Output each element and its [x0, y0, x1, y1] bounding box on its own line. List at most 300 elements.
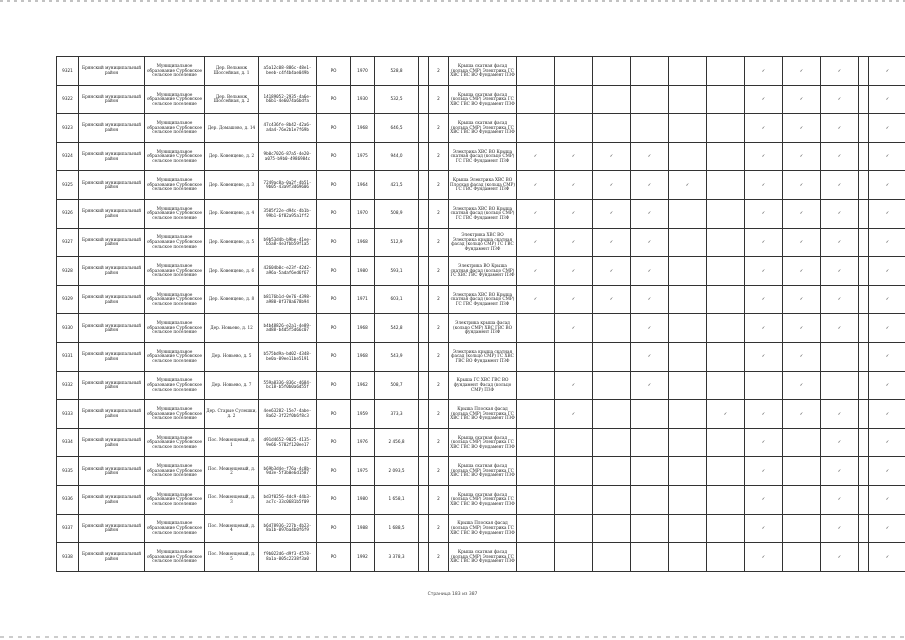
row-number: 9330: [57, 314, 79, 343]
check-mark-icon: ✓: [869, 457, 905, 486]
year-cell: 1988: [351, 514, 375, 543]
empty-check-cell: [859, 428, 869, 457]
empty-check-cell: [669, 485, 707, 514]
empty-check-cell: [669, 514, 707, 543]
settlement-cell: Муниципальное образование Сурбовское сельское поселение: [145, 171, 205, 200]
fund-cell: РО: [317, 457, 351, 486]
check-mark-icon: ✓: [631, 342, 669, 371]
fund-cell: РО: [317, 342, 351, 371]
check-mark-icon: ✓: [745, 57, 783, 86]
table-row: [57, 428, 905, 457]
check-mark-icon: ✓: [783, 314, 821, 343]
year-cell: 1964: [351, 171, 375, 200]
building-uid-cell: 9b0c7026-87a5-4e20-a075-b9b0-4986984c: [259, 142, 317, 171]
empty-check-cell: [707, 142, 745, 171]
check-mark-icon: ✓: [593, 257, 631, 286]
settlement-cell: Муниципальное образование Сурбовское сельское поселение: [145, 114, 205, 143]
empty-check-cell: [517, 114, 555, 143]
check-mark-icon: ✓: [517, 257, 555, 286]
row-number: 9324: [57, 142, 79, 171]
check-mark-icon: ✓: [745, 114, 783, 143]
check-mark-icon: ✓: [821, 57, 859, 86]
empty-cell: [419, 457, 429, 486]
check-mark-icon: ✓: [869, 485, 905, 514]
address-cell: Дер. Новьево, д. 5: [205, 342, 259, 371]
settlement-cell: Муниципальное образование Сурбовское сельское поселение: [145, 514, 205, 543]
row-number: 9337: [57, 514, 79, 543]
check-mark-icon: ✓: [631, 142, 669, 171]
check-mark-icon: ✓: [593, 199, 631, 228]
year-cell: 1992: [351, 543, 375, 572]
check-mark-icon: ✓: [783, 257, 821, 286]
year-cell: 1962: [351, 371, 375, 400]
empty-check-cell: [859, 171, 869, 200]
empty-check-cell: [555, 428, 593, 457]
check-mark-icon: ✓: [821, 314, 859, 343]
check-mark-icon: ✓: [821, 457, 859, 486]
check-mark-icon: ✓: [869, 314, 905, 343]
scan-edge-top: [0, 0, 905, 2]
empty-check-cell: [669, 428, 707, 457]
check-mark-icon: ✓: [783, 199, 821, 228]
works-cell: Крыша скатная фасад (кольца СМР) Электрика ГС ХВС ГВС ВО Фундамент ПЗФ: [449, 457, 517, 486]
check-mark-icon: ✓: [745, 285, 783, 314]
empty-check-cell: [859, 114, 869, 143]
empty-cell: [419, 314, 429, 343]
area-cell: 542,8: [375, 314, 419, 343]
empty-check-cell: [859, 199, 869, 228]
address-cell: Дер. Ковенцево, д. 8: [205, 285, 259, 314]
empty-check-cell: [669, 85, 707, 114]
register-body: [57, 57, 905, 572]
check-mark-icon: ✓: [783, 228, 821, 257]
check-mark-icon: ✓: [821, 199, 859, 228]
empty-check-cell: [707, 428, 745, 457]
empty-check-cell: [555, 85, 593, 114]
check-mark-icon: ✓: [517, 171, 555, 200]
empty-cell: [419, 543, 429, 572]
register-table: [56, 56, 905, 572]
address-cell: Пос. Меженцевый, д. 1: [205, 428, 259, 457]
empty-check-cell: [555, 514, 593, 543]
table-row: [57, 285, 905, 314]
check-mark-icon: ✓: [555, 257, 593, 286]
empty-check-cell: [517, 428, 555, 457]
empty-check-cell: [593, 57, 631, 86]
building-uid-cell: 3505f22e-d94c-4b1b-99b1-6f82a95a1ff2: [259, 199, 317, 228]
address-cell: Дер. Ковенцево, д. 5: [205, 228, 259, 257]
floors-cell: 2: [429, 342, 449, 371]
works-cell: Крыша скатная фасад (кольца СМР) Электрика ГС ХВС ГВС ВО Фундамент ПЗФ: [449, 428, 517, 457]
check-mark-icon: ✓: [869, 514, 905, 543]
area-cell: 944,0: [375, 142, 419, 171]
building-uid-cell: 4ee63282-15e7-4abe-8a62-3f22f0b6f8c3: [259, 400, 317, 429]
table-row: [57, 314, 905, 343]
empty-check-cell: [593, 114, 631, 143]
settlement-cell: Муниципальное образование Сурбовское сельское поселение: [145, 285, 205, 314]
area-cell: 528,8: [375, 57, 419, 86]
scan-edge-bottom: [0, 636, 905, 638]
check-mark-icon: ✓: [517, 142, 555, 171]
check-mark-icon: ✓: [517, 199, 555, 228]
table-row: [57, 371, 905, 400]
table-row: [57, 543, 905, 572]
area-cell: 1 658,1: [375, 485, 419, 514]
fund-cell: РО: [317, 285, 351, 314]
district-cell: Брянский муниципальный район: [79, 400, 145, 429]
address-cell: Пос. Меженцевый, д. 3: [205, 485, 259, 514]
building-uid-cell: 14189052-2935-4a6e-b6b1-4e6074a6bdfa: [259, 85, 317, 114]
row-number: 9323: [57, 114, 79, 143]
check-mark-icon: ✓: [783, 85, 821, 114]
empty-check-cell: [707, 285, 745, 314]
building-uid-cell: b8176b1d-0e76-4398-a980-0f370a678b94: [259, 285, 317, 314]
check-mark-icon: ✓: [869, 199, 905, 228]
settlement-cell: Муниципальное образование Сурбовское сельское поселение: [145, 457, 205, 486]
year-cell: 1980: [351, 257, 375, 286]
check-mark-icon: ✓: [631, 285, 669, 314]
empty-check-cell: [517, 57, 555, 86]
area-cell: 532,5: [375, 85, 419, 114]
address-cell: Дер. Ковенцево, д. 4: [205, 199, 259, 228]
empty-check-cell: [669, 199, 707, 228]
empty-check-cell: [555, 342, 593, 371]
area-cell: 2 093,5: [375, 457, 419, 486]
floors-cell: 2: [429, 199, 449, 228]
empty-check-cell: [631, 485, 669, 514]
check-mark-icon: ✓: [745, 543, 783, 572]
empty-check-cell: [517, 371, 555, 400]
check-mark-icon: ✓: [631, 314, 669, 343]
year-cell: 1959: [351, 400, 375, 429]
check-mark-icon: ✓: [869, 428, 905, 457]
empty-cell: [419, 428, 429, 457]
empty-check-cell: [707, 171, 745, 200]
table-row: [57, 199, 905, 228]
floors-cell: 2: [429, 314, 449, 343]
fund-cell: РО: [317, 171, 351, 200]
table-row: [57, 57, 905, 86]
empty-check-cell: [517, 485, 555, 514]
check-mark-icon: ✓: [869, 142, 905, 171]
empty-cell: [419, 342, 429, 371]
check-mark-icon: ✓: [555, 199, 593, 228]
floors-cell: 2: [429, 543, 449, 572]
table-row: [57, 228, 905, 257]
check-mark-icon: ✓: [593, 142, 631, 171]
settlement-cell: Муниципальное образование Сурбовское сельское поселение: [145, 142, 205, 171]
settlement-cell: Муниципальное образование Сурбовское сельское поселение: [145, 543, 205, 572]
empty-check-cell: [859, 485, 869, 514]
empty-check-cell: [669, 285, 707, 314]
check-mark-icon: ✓: [555, 142, 593, 171]
floors-cell: 2: [429, 457, 449, 486]
empty-cell: [419, 257, 429, 286]
area-cell: 508,7: [375, 371, 419, 400]
empty-check-cell: [517, 400, 555, 429]
check-mark-icon: ✓: [631, 371, 669, 400]
empty-check-cell: [859, 543, 869, 572]
empty-check-cell: [631, 114, 669, 143]
empty-cell: [419, 514, 429, 543]
check-mark-icon: ✓: [707, 400, 745, 429]
year-cell: 1970: [351, 57, 375, 86]
address-cell: Дер. Вельмож Шоссейная, д. 1: [205, 57, 259, 86]
check-mark-icon: ✓: [745, 228, 783, 257]
empty-check-cell: [555, 543, 593, 572]
empty-check-cell: [859, 142, 869, 171]
year-cell: 1968: [351, 314, 375, 343]
empty-check-cell: [631, 428, 669, 457]
works-cell: Крыша скатная фасад (кольца СМР) Электрика ГС ХВС ГВС ВО Фундамент ПЗФ: [449, 485, 517, 514]
check-mark-icon: ✓: [555, 171, 593, 200]
check-mark-icon: ✓: [869, 285, 905, 314]
empty-check-cell: [593, 457, 631, 486]
check-mark-icon: ✓: [783, 57, 821, 86]
empty-check-cell: [593, 400, 631, 429]
floors-cell: 2: [429, 400, 449, 429]
check-mark-icon: ✓: [745, 85, 783, 114]
floors-cell: 2: [429, 57, 449, 86]
area-cell: 508,9: [375, 199, 419, 228]
empty-check-cell: [707, 57, 745, 86]
empty-check-cell: [859, 314, 869, 343]
empty-check-cell: [783, 485, 821, 514]
check-mark-icon: ✓: [821, 171, 859, 200]
empty-check-cell: [669, 371, 707, 400]
empty-check-cell: [517, 457, 555, 486]
year-cell: 1930: [351, 85, 375, 114]
settlement-cell: Муниципальное образование Сурбовское сельское поселение: [145, 485, 205, 514]
building-uid-cell: 559a8336-836c-4684-bc18-b5f0b0a6d55f: [259, 371, 317, 400]
check-mark-icon: ✓: [821, 142, 859, 171]
check-mark-icon: ✓: [821, 485, 859, 514]
empty-cell: [419, 114, 429, 143]
building-uid-cell: b6d78936-227b-4b23-8a1b-097ba4b0f6f9: [259, 514, 317, 543]
check-mark-icon: ✓: [745, 514, 783, 543]
empty-check-cell: [707, 543, 745, 572]
address-cell: Пос. Меженцевый, д. 2: [205, 457, 259, 486]
table-row: [57, 342, 905, 371]
row-number: 9338: [57, 543, 79, 572]
check-mark-icon: ✓: [821, 400, 859, 429]
district-cell: Брянский муниципальный район: [79, 57, 145, 86]
empty-check-cell: [517, 514, 555, 543]
empty-check-cell: [669, 400, 707, 429]
check-mark-icon: ✓: [631, 171, 669, 200]
works-cell: Крыша ГС ХВС ГВС ВО фундамент Фасад (кольцо СМР) ПЗФ: [449, 371, 517, 400]
empty-cell: [419, 85, 429, 114]
fund-cell: РО: [317, 142, 351, 171]
empty-check-cell: [859, 85, 869, 114]
empty-check-cell: [669, 342, 707, 371]
check-mark-icon: ✓: [821, 428, 859, 457]
area-cell: 603,1: [375, 285, 419, 314]
district-cell: Брянский муниципальный район: [79, 371, 145, 400]
empty-check-cell: [859, 371, 869, 400]
check-mark-icon: ✓: [745, 342, 783, 371]
floors-cell: 2: [429, 428, 449, 457]
year-cell: 1970: [351, 199, 375, 228]
empty-check-cell: [593, 543, 631, 572]
empty-check-cell: [669, 543, 707, 572]
empty-check-cell: [669, 314, 707, 343]
works-cell: Электрика крыша скатная фасад (кольцо СМР) ГС ХВС ГВС ВО Фундамент ПЗФ: [449, 342, 517, 371]
check-mark-icon: ✓: [869, 257, 905, 286]
building-uid-cell: 7249ac8a-0a2f-4b51-9b05-43a9f3d69606: [259, 171, 317, 200]
empty-check-cell: [859, 285, 869, 314]
fund-cell: РО: [317, 400, 351, 429]
empty-check-cell: [707, 514, 745, 543]
row-number: 9331: [57, 342, 79, 371]
check-mark-icon: ✓: [869, 57, 905, 86]
district-cell: Брянский муниципальный район: [79, 485, 145, 514]
empty-cell: [419, 199, 429, 228]
address-cell: Дер. Ковенцево, д. 2: [205, 142, 259, 171]
check-mark-icon: ✓: [555, 371, 593, 400]
district-cell: Брянский муниципальный район: [79, 543, 145, 572]
check-mark-icon: ✓: [631, 257, 669, 286]
check-mark-icon: ✓: [869, 342, 905, 371]
building-uid-cell: 42604b0c-e23f-42d2-a96a-5adaf6ed6f67: [259, 257, 317, 286]
check-mark-icon: ✓: [821, 228, 859, 257]
address-cell: Дер. Вельмож Шоссейная, д. 2: [205, 85, 259, 114]
check-mark-icon: ✓: [745, 428, 783, 457]
settlement-cell: Муниципальное образование Сурбовское сельское поселение: [145, 342, 205, 371]
empty-check-cell: [593, 371, 631, 400]
row-number: 9321: [57, 57, 79, 86]
address-cell: Дер. Домашово, д. 14: [205, 114, 259, 143]
page-footer: Страница 183 из 387: [427, 592, 478, 597]
check-mark-icon: ✓: [783, 342, 821, 371]
check-mark-icon: ✓: [821, 114, 859, 143]
empty-check-cell: [517, 543, 555, 572]
area-cell: 421,5: [375, 171, 419, 200]
empty-check-cell: [707, 371, 745, 400]
empty-check-cell: [821, 342, 859, 371]
works-cell: Крыша скатная фасад (кольца СМР) Электрика ГС ХВС ГВС ВО Фундамент ПЗФ: [449, 543, 517, 572]
building-uid-cell: bd3f0256-4dc9-44b3-ac7c-33c0681b5f09: [259, 485, 317, 514]
works-cell: Крыша Плоская фасад (кольца СМР) Электрика ГС ХВС ГВС ВО Фундамент ПЗФ: [449, 400, 517, 429]
district-cell: Брянский муниципальный район: [79, 114, 145, 143]
empty-cell: [419, 485, 429, 514]
year-cell: 1968: [351, 114, 375, 143]
building-uid-cell: 47c436fe-8b42-42a6-a4a4-76e2b1e7f69b: [259, 114, 317, 143]
address-cell: Пос. Меженцевый, д. 4: [205, 514, 259, 543]
settlement-cell: Муниципальное образование Сурбовское сельское поселение: [145, 85, 205, 114]
empty-check-cell: [669, 457, 707, 486]
settlement-cell: Муниципальное образование Сурбовское сельское поселение: [145, 57, 205, 86]
empty-check-cell: [707, 114, 745, 143]
area-cell: 512,9: [375, 228, 419, 257]
check-mark-icon: ✓: [783, 114, 821, 143]
check-mark-icon: ✓: [869, 171, 905, 200]
row-number: 9329: [57, 285, 79, 314]
check-mark-icon: ✓: [745, 171, 783, 200]
check-mark-icon: ✓: [745, 457, 783, 486]
check-mark-icon: ✓: [869, 114, 905, 143]
year-cell: 1980: [351, 485, 375, 514]
works-cell: Электрика ХВС ВО Крыша скатная фасад (кольцо СМР) ГС ГВС Фундамент ПЗФ: [449, 285, 517, 314]
works-cell: Крыша скатная фасад (кольца СМР) Электрика ГС ХВС ГВС ВО Фундамент ПЗФ: [449, 114, 517, 143]
empty-check-cell: [859, 457, 869, 486]
year-cell: 1968: [351, 342, 375, 371]
district-cell: Брянский муниципальный район: [79, 85, 145, 114]
table-row: [57, 171, 905, 200]
district-cell: Брянский муниципальный район: [79, 428, 145, 457]
floors-cell: 2: [429, 114, 449, 143]
empty-check-cell: [669, 228, 707, 257]
empty-check-cell: [707, 485, 745, 514]
row-number: 9333: [57, 400, 79, 429]
empty-check-cell: [631, 85, 669, 114]
building-uid-cell: b9b53d4b-b9be-41ee-b5a8-4e3fbb59f1a5: [259, 228, 317, 257]
check-mark-icon: ✓: [869, 228, 905, 257]
fund-cell: РО: [317, 543, 351, 572]
empty-check-cell: [707, 457, 745, 486]
check-mark-icon: ✓: [783, 371, 821, 400]
check-mark-icon: ✓: [745, 400, 783, 429]
year-cell: 1976: [351, 428, 375, 457]
check-mark-icon: ✓: [745, 314, 783, 343]
empty-check-cell: [669, 257, 707, 286]
empty-check-cell: [593, 485, 631, 514]
check-mark-icon: ✓: [869, 400, 905, 429]
check-mark-icon: ✓: [669, 171, 707, 200]
empty-check-cell: [859, 228, 869, 257]
empty-check-cell: [707, 199, 745, 228]
check-mark-icon: ✓: [593, 171, 631, 200]
empty-check-cell: [593, 314, 631, 343]
fund-cell: РО: [317, 257, 351, 286]
table-row: [57, 142, 905, 171]
empty-check-cell: [669, 114, 707, 143]
fund-cell: РО: [317, 514, 351, 543]
address-cell: Дер. Новьево, д. 12: [205, 314, 259, 343]
row-number: 9326: [57, 199, 79, 228]
empty-check-cell: [783, 428, 821, 457]
works-cell: Крыша Электрика ХВС ВО Плоская фасад (кольца СМР) ГС ГВС Фундамент ПЗФ: [449, 171, 517, 200]
floors-cell: 2: [429, 171, 449, 200]
floors-cell: 2: [429, 285, 449, 314]
empty-check-cell: [517, 342, 555, 371]
check-mark-icon: ✓: [821, 285, 859, 314]
empty-check-cell: [859, 514, 869, 543]
empty-check-cell: [821, 371, 859, 400]
fund-cell: РО: [317, 485, 351, 514]
check-mark-icon: ✓: [869, 371, 905, 400]
table-row: [57, 514, 905, 543]
empty-check-cell: [707, 314, 745, 343]
empty-check-cell: [631, 400, 669, 429]
check-mark-icon: ✓: [821, 543, 859, 572]
check-mark-icon: ✓: [783, 142, 821, 171]
check-mark-icon: ✓: [555, 228, 593, 257]
empty-check-cell: [859, 257, 869, 286]
floors-cell: 2: [429, 85, 449, 114]
building-uid-cell: a5a12c08-886c-48e1-beeb-c4f4b4ae049b: [259, 57, 317, 86]
empty-check-cell: [859, 342, 869, 371]
table-row: [57, 257, 905, 286]
row-number: 9332: [57, 371, 79, 400]
empty-check-cell: [593, 342, 631, 371]
works-cell: Электрика ХВС ВО Крыша скатная фасад (кольцо СМР) ГС ГВС Фундамент ПЗФ: [449, 142, 517, 171]
works-cell: Электрика ВО Крыша скатная фасад (кольцо СМР) ГС ХВС ГВС Фундамент ПЗФ: [449, 257, 517, 286]
check-mark-icon: ✓: [631, 199, 669, 228]
empty-check-cell: [517, 85, 555, 114]
works-cell: Крыша Плоская фасад (кольца СМР) Электрика ГС ХВС ГВС ВО Фундамент ПЗФ: [449, 514, 517, 543]
empty-cell: [419, 400, 429, 429]
